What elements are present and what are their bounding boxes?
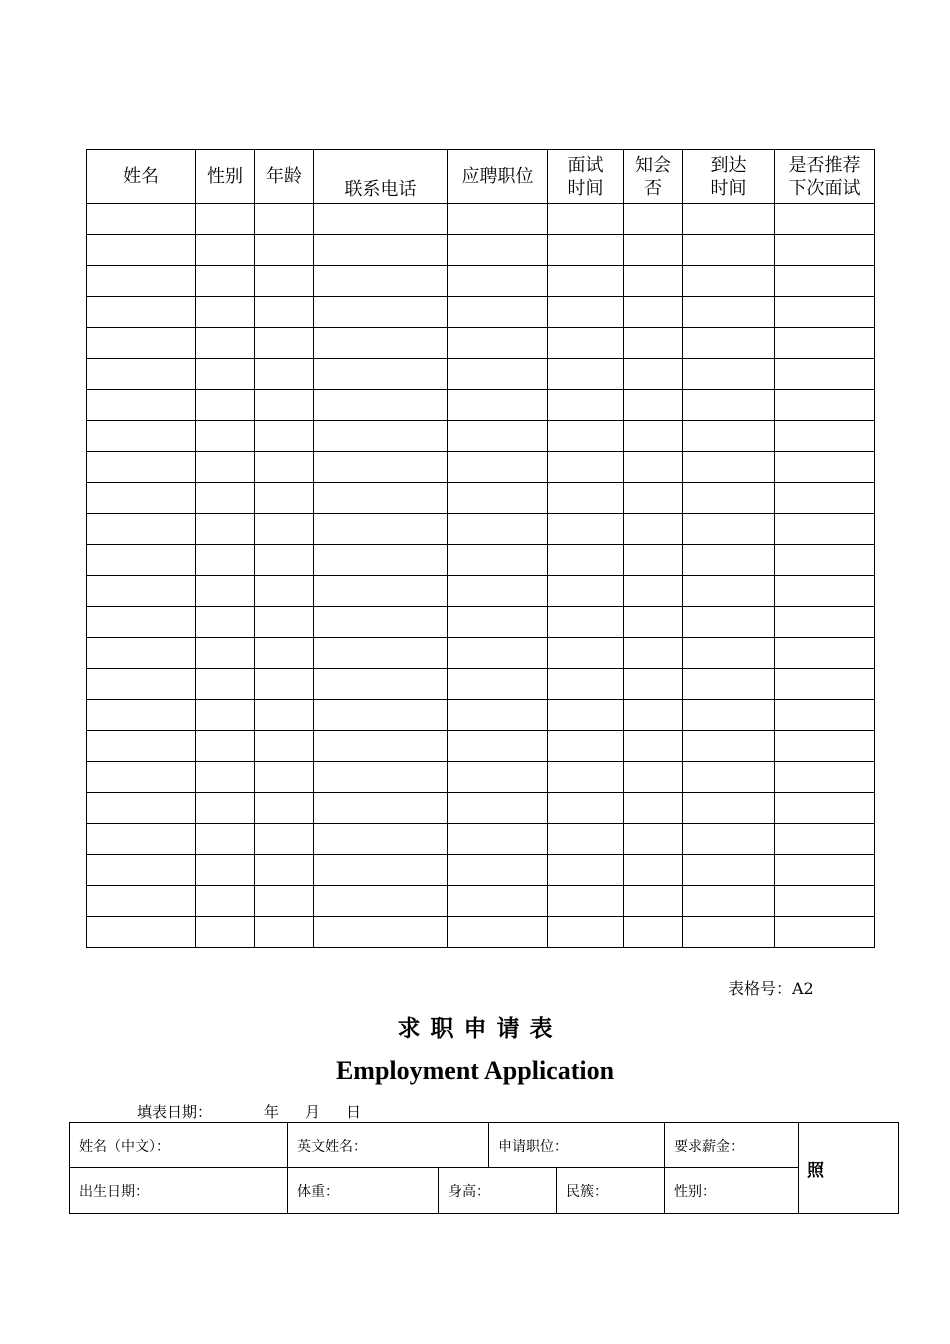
table-cell[interactable]: [448, 607, 548, 638]
table-cell[interactable]: [196, 235, 255, 266]
table-cell[interactable]: [87, 731, 196, 762]
table-cell[interactable]: [683, 731, 775, 762]
table-cell[interactable]: [87, 452, 196, 483]
table-cell[interactable]: [448, 266, 548, 297]
table-cell[interactable]: [314, 483, 448, 514]
table-cell[interactable]: [196, 204, 255, 235]
table-cell[interactable]: [624, 700, 683, 731]
table-cell[interactable]: [624, 917, 683, 948]
table-cell[interactable]: [775, 328, 875, 359]
table-cell[interactable]: [448, 328, 548, 359]
page-title-chinese: 求职申请表: [397, 1016, 563, 1042]
fill-date-line: [137, 1101, 361, 1122]
table-cell[interactable]: [624, 204, 683, 235]
fill-date-month: 月: [305, 1103, 321, 1121]
table-cell[interactable]: [255, 607, 314, 638]
header-arrival-time: 到达 时间: [683, 150, 775, 204]
table-cell[interactable]: [775, 576, 875, 607]
table-cell[interactable]: [683, 824, 775, 855]
table-cell[interactable]: [87, 328, 196, 359]
table-cell[interactable]: [683, 607, 775, 638]
application-form-table: [69, 1122, 899, 1214]
table-cell[interactable]: [255, 855, 314, 886]
table-row: [87, 607, 875, 638]
table-cell[interactable]: [775, 514, 875, 545]
table-cell[interactable]: [448, 700, 548, 731]
table-cell[interactable]: [255, 917, 314, 948]
table-cell[interactable]: [196, 514, 255, 545]
table-cell[interactable]: [548, 204, 624, 235]
table-cell[interactable]: [683, 204, 775, 235]
table-cell[interactable]: [683, 669, 775, 700]
table-row: [87, 297, 875, 328]
table-cell[interactable]: [683, 328, 775, 359]
table-cell[interactable]: [255, 824, 314, 855]
table-cell[interactable]: [87, 762, 196, 793]
table-cell[interactable]: [683, 235, 775, 266]
table-cell[interactable]: [314, 731, 448, 762]
table-cell[interactable]: [624, 514, 683, 545]
table-cell[interactable]: [548, 700, 624, 731]
table-cell[interactable]: [87, 886, 196, 917]
table-cell[interactable]: [448, 483, 548, 514]
table-cell[interactable]: [87, 793, 196, 824]
table-cell[interactable]: [448, 235, 548, 266]
table-cell[interactable]: [196, 669, 255, 700]
field-name-english[interactable]: 英文姓名：: [297, 1138, 367, 1155]
field-position[interactable]: 申请职位：: [498, 1138, 568, 1155]
header-recommend-next: 是否推荐 下次面试: [775, 150, 875, 204]
table-cell[interactable]: [314, 917, 448, 948]
table-cell[interactable]: [548, 235, 624, 266]
table-cell[interactable]: [314, 576, 448, 607]
table-cell[interactable]: [683, 700, 775, 731]
table-row: [87, 421, 875, 452]
header-position: 应聘职位: [448, 150, 548, 204]
table-cell[interactable]: [548, 452, 624, 483]
form-divider: [287, 1123, 288, 1213]
table-cell[interactable]: [255, 793, 314, 824]
header-age: 年龄: [255, 150, 314, 204]
table-cell[interactable]: [87, 855, 196, 886]
table-cell[interactable]: [548, 328, 624, 359]
table-cell[interactable]: [255, 700, 314, 731]
table-cell[interactable]: [314, 638, 448, 669]
table-cell[interactable]: [314, 793, 448, 824]
table-cell[interactable]: [548, 762, 624, 793]
table-cell[interactable]: [314, 421, 448, 452]
fill-date-day: 日: [346, 1103, 362, 1121]
table-cell[interactable]: [624, 297, 683, 328]
table-cell[interactable]: [775, 452, 875, 483]
table-row: [87, 328, 875, 359]
header-gender: 性别: [196, 150, 255, 204]
table-cell[interactable]: [255, 328, 314, 359]
table-cell[interactable]: [448, 638, 548, 669]
table-cell[interactable]: [683, 266, 775, 297]
table-cell[interactable]: [448, 762, 548, 793]
table-row: [87, 731, 875, 762]
table-cell[interactable]: [548, 514, 624, 545]
form-number: 表格号：A2: [728, 979, 814, 998]
table-cell[interactable]: [255, 669, 314, 700]
table-cell[interactable]: [624, 607, 683, 638]
table-cell[interactable]: [255, 266, 314, 297]
table-row: [87, 266, 875, 297]
table-cell[interactable]: [548, 297, 624, 328]
table-cell[interactable]: [448, 669, 548, 700]
table-cell[interactable]: [255, 421, 314, 452]
table-row: [87, 545, 875, 576]
table-cell[interactable]: [683, 421, 775, 452]
table-cell[interactable]: [683, 638, 775, 669]
table-cell[interactable]: [548, 638, 624, 669]
header-phone: 联系电话: [314, 150, 448, 204]
table-cell[interactable]: [314, 328, 448, 359]
table-cell[interactable]: [314, 824, 448, 855]
table-cell[interactable]: [775, 638, 875, 669]
table-cell[interactable]: [196, 824, 255, 855]
table-cell[interactable]: [314, 762, 448, 793]
table-cell[interactable]: [624, 731, 683, 762]
table-cell[interactable]: [196, 731, 255, 762]
table-row: [87, 917, 875, 948]
table-cell[interactable]: [775, 793, 875, 824]
table-cell[interactable]: [775, 886, 875, 917]
table-cell[interactable]: [196, 359, 255, 390]
table-cell[interactable]: [548, 359, 624, 390]
table-cell[interactable]: [196, 545, 255, 576]
table-cell[interactable]: [196, 297, 255, 328]
table-cell[interactable]: [548, 607, 624, 638]
table-cell[interactable]: [775, 917, 875, 948]
table-cell[interactable]: [87, 266, 196, 297]
table-cell[interactable]: [683, 514, 775, 545]
table-cell[interactable]: [314, 204, 448, 235]
table-cell[interactable]: [683, 917, 775, 948]
table-cell[interactable]: [196, 576, 255, 607]
table-cell[interactable]: [624, 793, 683, 824]
form-divider: [664, 1123, 665, 1213]
table-cell[interactable]: [775, 359, 875, 390]
table-row: [87, 483, 875, 514]
table-cell[interactable]: [314, 545, 448, 576]
table-cell[interactable]: [314, 607, 448, 638]
table-cell[interactable]: [548, 390, 624, 421]
table-cell[interactable]: [196, 886, 255, 917]
table-cell[interactable]: [196, 793, 255, 824]
table-cell[interactable]: [548, 731, 624, 762]
table-cell[interactable]: [314, 297, 448, 328]
table-cell[interactable]: [548, 421, 624, 452]
table-cell[interactable]: [775, 731, 875, 762]
table-cell[interactable]: [255, 297, 314, 328]
table-row: [87, 855, 875, 886]
table-header-row: [87, 150, 875, 204]
table-row: [87, 390, 875, 421]
table-cell[interactable]: [196, 452, 255, 483]
table-cell[interactable]: [255, 762, 314, 793]
page-title-english: Employment Application: [335, 1056, 615, 1085]
form-divider: [488, 1123, 489, 1168]
table-cell[interactable]: [196, 700, 255, 731]
table-cell[interactable]: [87, 917, 196, 948]
table-cell[interactable]: [314, 514, 448, 545]
table-cell[interactable]: [314, 855, 448, 886]
table-row: [87, 824, 875, 855]
table-cell[interactable]: [255, 359, 314, 390]
table-cell[interactable]: [196, 483, 255, 514]
table-cell[interactable]: [314, 700, 448, 731]
table-cell[interactable]: [448, 514, 548, 545]
table-cell[interactable]: [683, 855, 775, 886]
table-cell[interactable]: [255, 731, 314, 762]
table-cell[interactable]: [683, 297, 775, 328]
table-cell[interactable]: [314, 390, 448, 421]
table-cell[interactable]: [548, 824, 624, 855]
interview-table-body: [87, 204, 875, 948]
table-cell[interactable]: [624, 235, 683, 266]
table-cell[interactable]: [548, 886, 624, 917]
table-cell[interactable]: [683, 886, 775, 917]
table-cell[interactable]: [87, 545, 196, 576]
fill-date-label: 填表日期：: [137, 1103, 213, 1121]
table-cell[interactable]: [548, 545, 624, 576]
table-cell[interactable]: [448, 917, 548, 948]
table-cell[interactable]: [548, 793, 624, 824]
table-cell[interactable]: [448, 824, 548, 855]
table-cell[interactable]: [196, 855, 255, 886]
table-cell[interactable]: [196, 638, 255, 669]
table-row: [87, 359, 875, 390]
table-cell[interactable]: [775, 762, 875, 793]
header-interview-time: 面试 时间: [548, 150, 624, 204]
table-cell[interactable]: [255, 235, 314, 266]
table-cell[interactable]: [314, 886, 448, 917]
field-name-chinese[interactable]: 姓名（中文）：: [79, 1138, 170, 1155]
header-notified: 知会 否: [624, 150, 683, 204]
table-cell[interactable]: [683, 762, 775, 793]
table-cell[interactable]: [87, 607, 196, 638]
table-cell[interactable]: [87, 359, 196, 390]
table-cell[interactable]: [255, 390, 314, 421]
table-cell[interactable]: [87, 235, 196, 266]
table-cell[interactable]: [255, 576, 314, 607]
table-cell[interactable]: [87, 204, 196, 235]
table-cell[interactable]: [624, 359, 683, 390]
table-cell[interactable]: [196, 607, 255, 638]
table-cell[interactable]: [775, 669, 875, 700]
table-cell[interactable]: [87, 390, 196, 421]
table-cell[interactable]: [448, 855, 548, 886]
table-cell[interactable]: [448, 731, 548, 762]
table-cell[interactable]: [624, 421, 683, 452]
table-row: [87, 886, 875, 917]
table-cell[interactable]: [624, 545, 683, 576]
table-cell[interactable]: [775, 390, 875, 421]
table-cell[interactable]: [775, 607, 875, 638]
form-divider: [798, 1123, 799, 1213]
table-cell[interactable]: [448, 886, 548, 917]
table-cell[interactable]: [683, 359, 775, 390]
table-cell[interactable]: [87, 669, 196, 700]
table-cell[interactable]: [448, 452, 548, 483]
table-cell[interactable]: [624, 390, 683, 421]
table-cell[interactable]: [624, 638, 683, 669]
table-cell[interactable]: [548, 483, 624, 514]
table-row: [87, 204, 875, 235]
form-divider: [556, 1168, 557, 1213]
table-cell[interactable]: [255, 545, 314, 576]
field-gender[interactable]: 性别：: [674, 1183, 716, 1200]
table-cell[interactable]: [87, 421, 196, 452]
form-divider: [438, 1168, 439, 1213]
table-cell[interactable]: [255, 638, 314, 669]
photo-box[interactable]: 照: [807, 1160, 824, 1181]
table-cell[interactable]: [448, 359, 548, 390]
table-cell[interactable]: [775, 545, 875, 576]
table-cell[interactable]: [87, 514, 196, 545]
table-cell[interactable]: [624, 762, 683, 793]
table-cell[interactable]: [448, 793, 548, 824]
table-row: [87, 700, 875, 731]
table-row: [87, 576, 875, 607]
table-cell[interactable]: [448, 390, 548, 421]
table-cell[interactable]: [87, 576, 196, 607]
table-cell[interactable]: [196, 421, 255, 452]
table-cell[interactable]: [196, 328, 255, 359]
table-cell[interactable]: [448, 204, 548, 235]
table-cell[interactable]: [775, 483, 875, 514]
table-cell[interactable]: [775, 824, 875, 855]
table-cell[interactable]: [548, 266, 624, 297]
table-cell[interactable]: [255, 483, 314, 514]
header-name: 姓名: [87, 150, 196, 204]
table-cell[interactable]: [314, 669, 448, 700]
table-cell[interactable]: [624, 886, 683, 917]
table-cell[interactable]: [775, 266, 875, 297]
table-cell[interactable]: [87, 700, 196, 731]
form-divider: [70, 1167, 799, 1168]
table-cell[interactable]: [775, 700, 875, 731]
table-row: [87, 452, 875, 483]
table-cell[interactable]: [624, 328, 683, 359]
table-cell[interactable]: [314, 359, 448, 390]
table-cell[interactable]: [775, 235, 875, 266]
table-cell[interactable]: [548, 576, 624, 607]
table-cell[interactable]: [448, 297, 548, 328]
table-cell[interactable]: [775, 421, 875, 452]
table-cell[interactable]: [683, 576, 775, 607]
table-row: [87, 762, 875, 793]
table-cell[interactable]: [624, 824, 683, 855]
table-cell[interactable]: [255, 886, 314, 917]
table-cell[interactable]: [87, 297, 196, 328]
table-cell[interactable]: [87, 638, 196, 669]
table-row: [87, 669, 875, 700]
table-cell[interactable]: [775, 204, 875, 235]
table-cell[interactable]: [314, 266, 448, 297]
field-birth-date[interactable]: 出生日期：: [79, 1183, 149, 1200]
table-cell[interactable]: [624, 576, 683, 607]
table-cell[interactable]: [624, 452, 683, 483]
table-cell[interactable]: [683, 545, 775, 576]
table-row: [87, 235, 875, 266]
table-cell[interactable]: [196, 762, 255, 793]
interview-record-table: [86, 149, 875, 948]
table-cell[interactable]: [87, 483, 196, 514]
table-cell[interactable]: [314, 235, 448, 266]
table-cell[interactable]: [548, 669, 624, 700]
field-ethnicity[interactable]: 民簇：: [566, 1183, 608, 1200]
table-row: [87, 514, 875, 545]
table-cell[interactable]: [448, 545, 548, 576]
table-cell[interactable]: [196, 266, 255, 297]
table-cell[interactable]: [448, 576, 548, 607]
table-row: [87, 638, 875, 669]
table-cell[interactable]: [255, 452, 314, 483]
table-cell[interactable]: [683, 452, 775, 483]
table-cell[interactable]: [624, 483, 683, 514]
table-cell[interactable]: [775, 297, 875, 328]
table-cell[interactable]: [548, 917, 624, 948]
table-cell[interactable]: [255, 204, 314, 235]
table-cell[interactable]: [548, 855, 624, 886]
table-cell[interactable]: [624, 266, 683, 297]
table-cell[interactable]: [683, 793, 775, 824]
table-cell[interactable]: [624, 669, 683, 700]
table-cell[interactable]: [87, 824, 196, 855]
table-cell[interactable]: [775, 855, 875, 886]
table-cell[interactable]: [196, 390, 255, 421]
table-cell[interactable]: [196, 917, 255, 948]
field-weight[interactable]: 体重：: [297, 1183, 339, 1200]
table-cell[interactable]: [624, 855, 683, 886]
table-cell[interactable]: [448, 421, 548, 452]
table-cell[interactable]: [683, 390, 775, 421]
table-cell[interactable]: [314, 452, 448, 483]
table-cell[interactable]: [683, 483, 775, 514]
fill-date-year: 年: [264, 1103, 280, 1121]
field-salary[interactable]: 要求薪金：: [674, 1138, 744, 1155]
table-cell[interactable]: [255, 514, 314, 545]
table-row: [87, 793, 875, 824]
field-height[interactable]: 身高：: [448, 1183, 490, 1200]
